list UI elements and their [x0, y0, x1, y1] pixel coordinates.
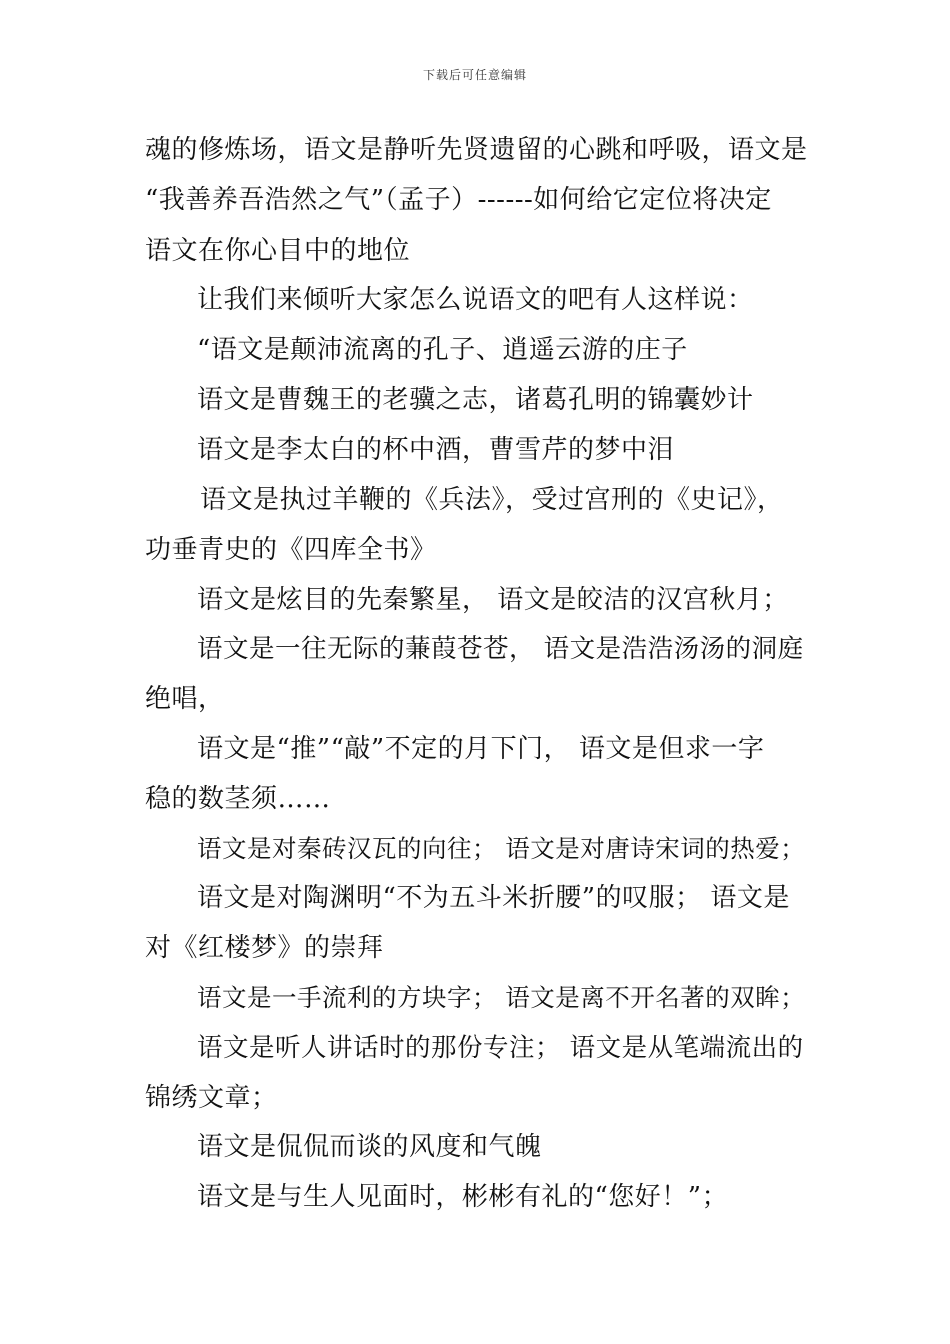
- text-line: 绝唱，: [145, 684, 225, 714]
- text-line: 语文是听人讲话时的那份专注； 语文是从笔端流出的: [197, 1033, 804, 1063]
- text-line: 语文是一手流利的方块字； 语文是离不开名著的双眸；: [197, 983, 806, 1012]
- text-line: 功垂青史的《四库全书》: [145, 535, 437, 565]
- text-line: 语文是对秦砖汉瓦的向往； 语文是对唐诗宋词的热爱；: [197, 834, 806, 863]
- text-line: 语文是一往无际的蒹葭苍苍， 语文是浩浩汤汤的洞庭: [197, 634, 804, 664]
- text-line: 语文是“推”“敲”不定的月下门， 语文是但求一字: [197, 734, 765, 764]
- text-line: 语文是侃侃而谈的风度和气魄: [197, 1132, 542, 1162]
- text-line: 语文是对陶渊明“不为五斗米折腰”的叹服； 语文是: [197, 883, 790, 913]
- text-line: 语文是与生人见面时，彬彬有礼的“您好！”；: [197, 1182, 729, 1212]
- text-line: 语文是炫目的先秦繁星， 语文是皎洁的汉宫秋月；: [197, 585, 789, 615]
- text-line: 魂的修炼场，语文是静听先贤遗留的心跳和呼吸，语文是: [145, 135, 808, 165]
- text-line: 语文是李太白的杯中酒，曹雪芹的梦中泪: [197, 435, 675, 465]
- text-line: “我善养吾浩然之气”（孟子）------如何给它定位将决定: [145, 185, 772, 215]
- text-line: 对《红楼梦》的崇拜: [145, 933, 384, 963]
- page-header: 下载后可任意编辑: [422, 68, 527, 82]
- text-line: 锦绣文章；: [145, 1083, 278, 1113]
- text-line: 语文是执过羊鞭的《兵法》，受过宫刑的《史记》，: [200, 485, 784, 515]
- text-line: 让我们来倾听大家怎么说语文的吧有人这样说：: [197, 285, 754, 315]
- text-line: 稳的数茎须……: [145, 784, 331, 814]
- text-line: 语文是曹魏王的老骥之志，诸葛孔明的锦囊妙计: [197, 385, 754, 415]
- text-line: “语文是颠沛流离的孔子、逍遥云游的庄子: [197, 335, 688, 365]
- text-line: 语文在你心目中的地位: [145, 236, 411, 266]
